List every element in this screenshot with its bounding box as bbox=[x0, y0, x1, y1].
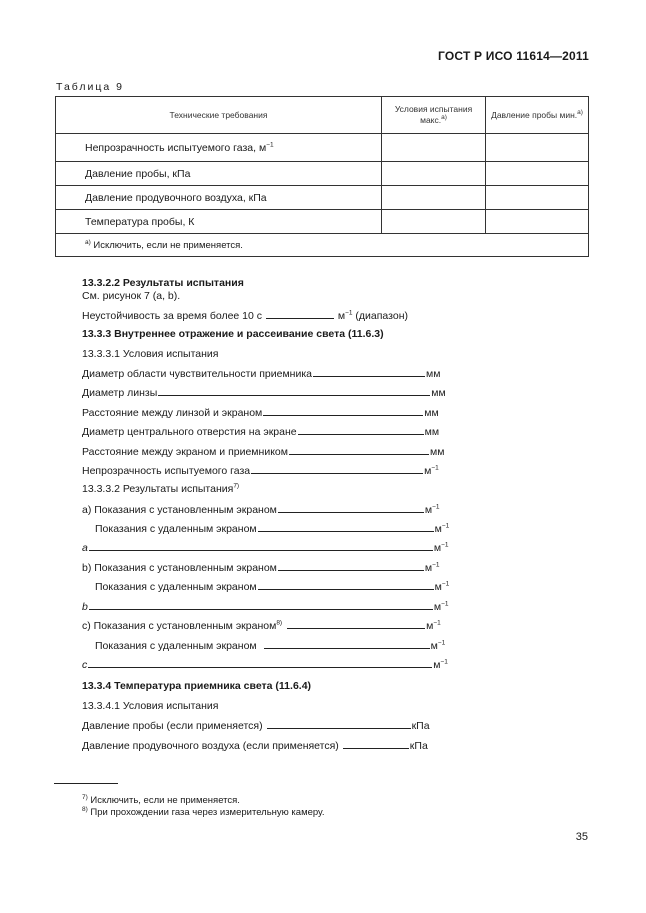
b-removed-line: Показания с удаленным экраном $м^{-1}$ bbox=[95, 580, 450, 593]
footnote-8: $^{8)}$ При прохождении газа через измерительную камеру. bbox=[82, 805, 325, 818]
section-13-3-3-2-title: 13.3.3.2 Результаты испытания$^{7)}$ bbox=[82, 482, 240, 495]
section-13-3-4-title: 13.3.4 Температура приемника света (11.6.4) bbox=[82, 680, 312, 692]
table-9 bbox=[55, 96, 589, 257]
section-13-3-3-1-title: 13.3.3.1 Условия испытания bbox=[82, 348, 219, 360]
page-number: 35 bbox=[575, 831, 588, 843]
instability-line: Неустойчивость за время более 10 с $м^{-1}$ (диапазон) bbox=[82, 309, 408, 322]
a-result-line: a $м^{-1}$ bbox=[82, 541, 449, 554]
col-pressure: Давление пробы мин.$^{a)}$ bbox=[486, 97, 589, 134]
section-13-3-4-1-title: 13.3.4.1 Условия испытания bbox=[82, 700, 219, 712]
a-installed-line: a) Показания с установленным экраном $м^{-1}$ bbox=[82, 503, 440, 516]
c-removed-line: Показания с удаленным экраном $м^{-1}$ bbox=[95, 639, 446, 652]
col-conditions: Условия испытания макс.$^{a)}$ bbox=[382, 97, 486, 134]
purge-pressure-line: Давление продувочного воздуха (если применяется) кПа bbox=[82, 740, 428, 752]
b-result-line: b $м^{-1}$ bbox=[82, 600, 449, 613]
b-installed-line: b) Показания с установленным экраном $м^{-1}$ bbox=[82, 561, 440, 574]
central-hole-line: Диаметр центрального отверстия на экране мм bbox=[82, 426, 440, 438]
table-label: Таблица 9 bbox=[56, 81, 124, 93]
c-result-line: c $м^{-1}$ bbox=[82, 658, 448, 671]
col-requirements: Технические требования bbox=[56, 97, 382, 134]
receiver-area-line: Диаметр области чувствительности приемника мм bbox=[82, 368, 441, 380]
lens-diameter-line: Диаметр линзы мм bbox=[82, 387, 446, 399]
footnote-divider bbox=[54, 783, 118, 784]
a-removed-line: Показания с удаленным экраном $м^{-1}$ bbox=[95, 522, 450, 535]
sample-pressure-line: Давление пробы (если применяется) кПа bbox=[82, 720, 430, 732]
document-header: ГОСТ Р ИСО 11614—2011 bbox=[438, 49, 589, 63]
c-installed-line: c) Показания с установленным экраном$^{8)}$ $м^{-1}$ bbox=[82, 619, 441, 632]
table-row: Давление пробы, кПа bbox=[56, 162, 589, 186]
gas-opacity-line: Непрозрачность испытуемого газа $м^{-1}$ bbox=[82, 464, 439, 477]
table-row: Давление продувочного воздуха, кПа bbox=[56, 186, 589, 210]
lens-screen-distance-line: Расстояние между линзой и экраном мм bbox=[82, 407, 439, 419]
screen-receiver-distance-line: Расстояние между экраном и приемником мм bbox=[82, 446, 445, 458]
table-note-row: $^{a)}$ Исключить, если не применяется. bbox=[56, 234, 589, 257]
footnote-7: $^{7)}$ Исключить, если не применяется. bbox=[82, 793, 240, 806]
section-13-3-2-2-title: 13.3.2.2 Результаты испытания bbox=[82, 277, 244, 289]
figure-reference: См. рисунок 7 (a, b). bbox=[82, 290, 181, 302]
table-row: Непрозрачность испытуемого газа, $м^{-1}$ bbox=[56, 134, 589, 162]
section-13-3-3-title: 13.3.3 Внутреннее отражение и рассеивание света (11.6.3) bbox=[82, 328, 384, 340]
table-row: Температура пробы, К bbox=[56, 210, 589, 234]
